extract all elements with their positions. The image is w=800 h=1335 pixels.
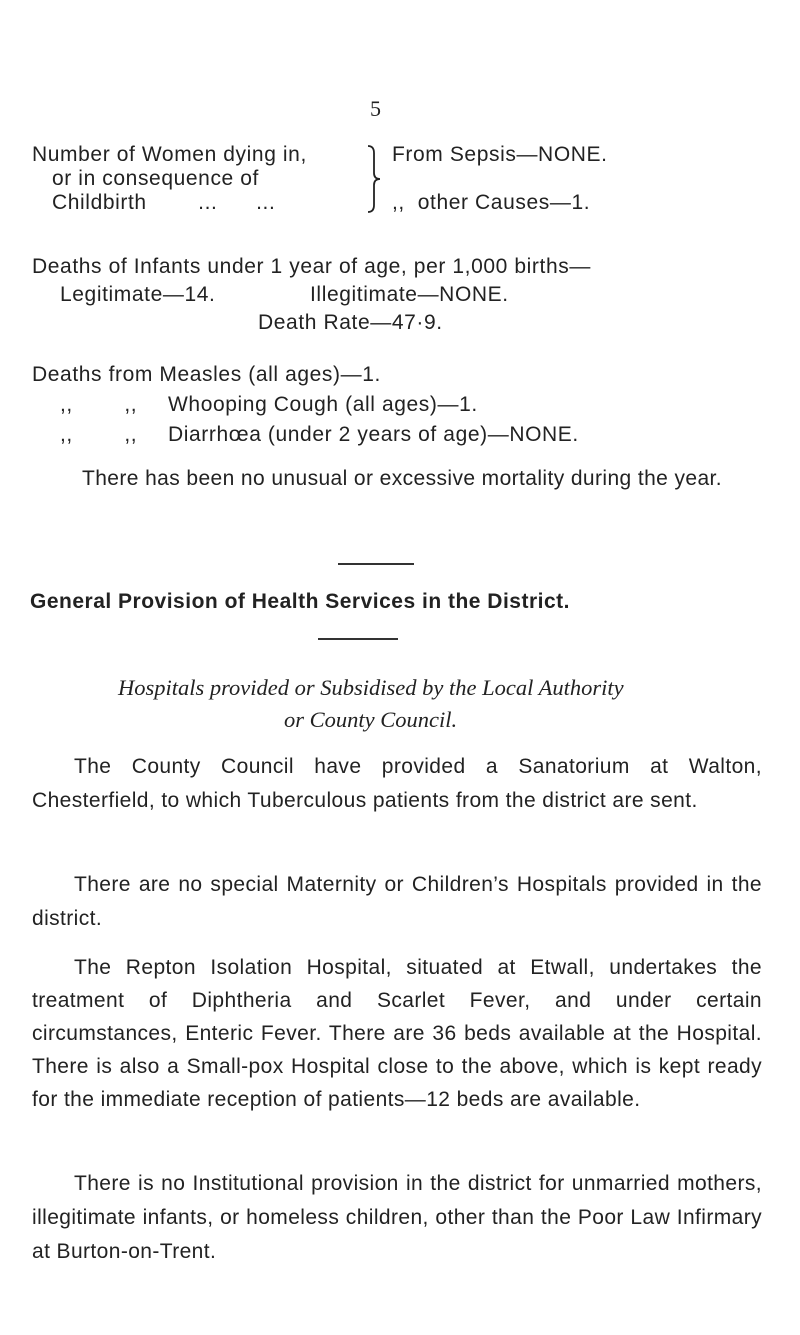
ditto-marks: ,, ,,: [60, 393, 138, 416]
maternity-paragraph: [32, 868, 762, 936]
sub-heading-line-1: Hospitals provided or Subsidised by the Local Authority: [118, 675, 624, 700]
section-heading: General Provision of Health Services in the District.: [30, 590, 570, 613]
sanatorium-text: The County Council have provided a Sanatorium at Walton, Chesterfield, to which Tuberculous patients from the district are sent.: [32, 755, 762, 812]
maternal-line-3: Childbirth ... ...: [52, 191, 276, 214]
death-rate: Death Rate—47·9.: [258, 311, 443, 334]
isolation-hospital-text: The Repton Isolation Hospital, situated at Etwall, undertakes the treatment of Diphtheria and Scarlet Fever, and under certain circumstances, Enteric Fever. There are 36 beds available at the Hospital. There is also a Small-pox Hospital close to the above, which is kept ready for the immediate reception of patients—12 beds are available.: [32, 956, 762, 1111]
measles-deaths: Deaths from Measles (all ages)—1.: [32, 363, 381, 386]
other-causes-deaths: ,, other Causes—1.: [392, 191, 591, 214]
institutional-provision-text: There is no Institutional provision in the district for unmarried mothers, illegitimate infants, or homeless children, other than the Poor Law Infirmary at Burton-on-Trent.: [32, 1172, 762, 1263]
maternity-text: There are no special Maternity or Children’s Hospitals provided in the district.: [32, 873, 762, 930]
divider: [318, 638, 398, 640]
sanatorium-paragraph: [32, 750, 762, 818]
page-number: 5: [370, 96, 381, 121]
divider: [338, 563, 414, 565]
diarrhoea-deaths: Diarrhœa (under 2 years of age)—NONE.: [168, 423, 579, 446]
institutional-provision-paragraph: [32, 1167, 762, 1269]
legitimate-rate: Legitimate—14.: [60, 283, 216, 306]
mortality-note: [32, 462, 762, 496]
mortality-note-text: There has been no unusual or excessive mortality during the year.: [82, 467, 723, 490]
right-brace: [366, 143, 384, 215]
ditto-marks: ,, ,,: [60, 423, 138, 446]
maternal-line-2: or in consequence of: [52, 167, 259, 190]
sub-heading-line-2: or County Council.: [284, 707, 458, 732]
infant-deaths-line: Deaths of Infants under 1 year of age, per 1,000 births—: [32, 255, 591, 278]
illegitimate-rate: Illegitimate—NONE.: [310, 283, 509, 306]
whooping-cough-deaths: Whooping Cough (all ages)—1.: [168, 393, 478, 416]
maternal-line-1: Number of Women dying in,: [32, 143, 307, 166]
sepsis-deaths: From Sepsis—NONE.: [392, 143, 608, 166]
isolation-hospital-paragraph: [32, 951, 762, 1116]
